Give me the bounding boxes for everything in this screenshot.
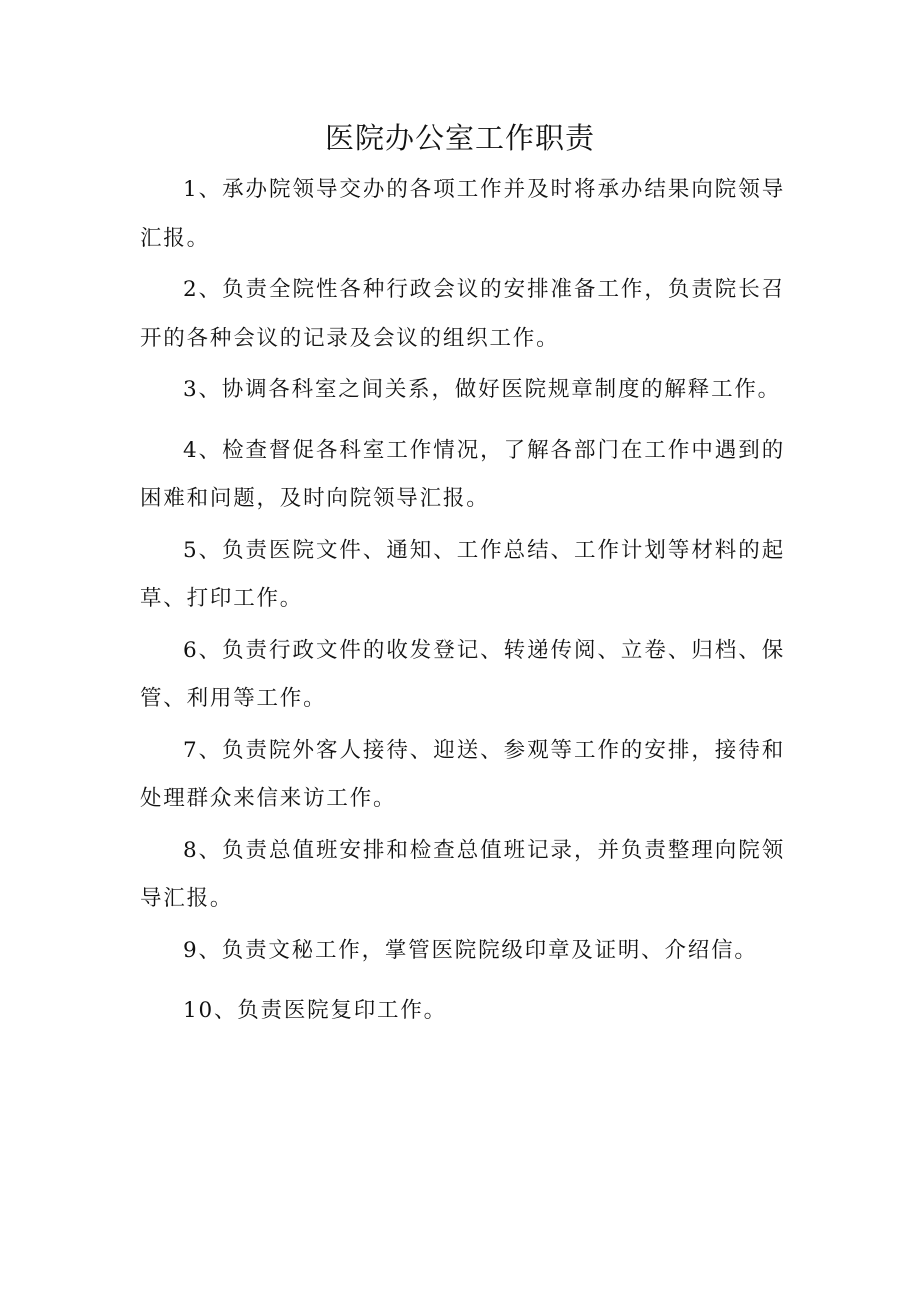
duty-item-8: 8、负责总值班安排和检查总值班记录，并负责整理向院领导汇报。	[140, 837, 785, 911]
duty-item-10: 10、负责医院复印工作。	[183, 998, 447, 1023]
duty-item-9: 9、负责文秘工作，掌管医院院级印章及证明、介绍信。	[183, 937, 758, 963]
duty-item-4: 4、检查督促各科室工作情况，了解各部门在工作中遇到的困难和问题，及时向院领导汇报。	[140, 437, 785, 511]
duty-item-3: 3、协调各科室之间关系，做好医院规章制度的解释工作。	[183, 377, 781, 402]
duty-item-2: 2、负责全院性各种行政会议的安排准备工作，负责院长召开的各种会议的记录及会议的组织工作。	[140, 277, 785, 351]
duty-list	[140, 166, 785, 1048]
duty-item-7: 7、负责院外客人接待、迎送、参观等工作的安排，接待和处理群众来信来访工作。	[140, 737, 785, 811]
duty-item-6: 6、负责行政文件的收发登记、转递传阅、立卷、归档、保管、利用等工作。	[140, 637, 785, 711]
document-title: 医院办公室工作职责	[324, 121, 595, 155]
duty-item-5: 5、负责医院文件、通知、工作总结、工作计划等材料的起草、打印工作。	[140, 537, 785, 611]
duty-item-1: 1、承办院领导交办的各项工作并及时将承办结果向院领导汇报。	[140, 177, 785, 251]
